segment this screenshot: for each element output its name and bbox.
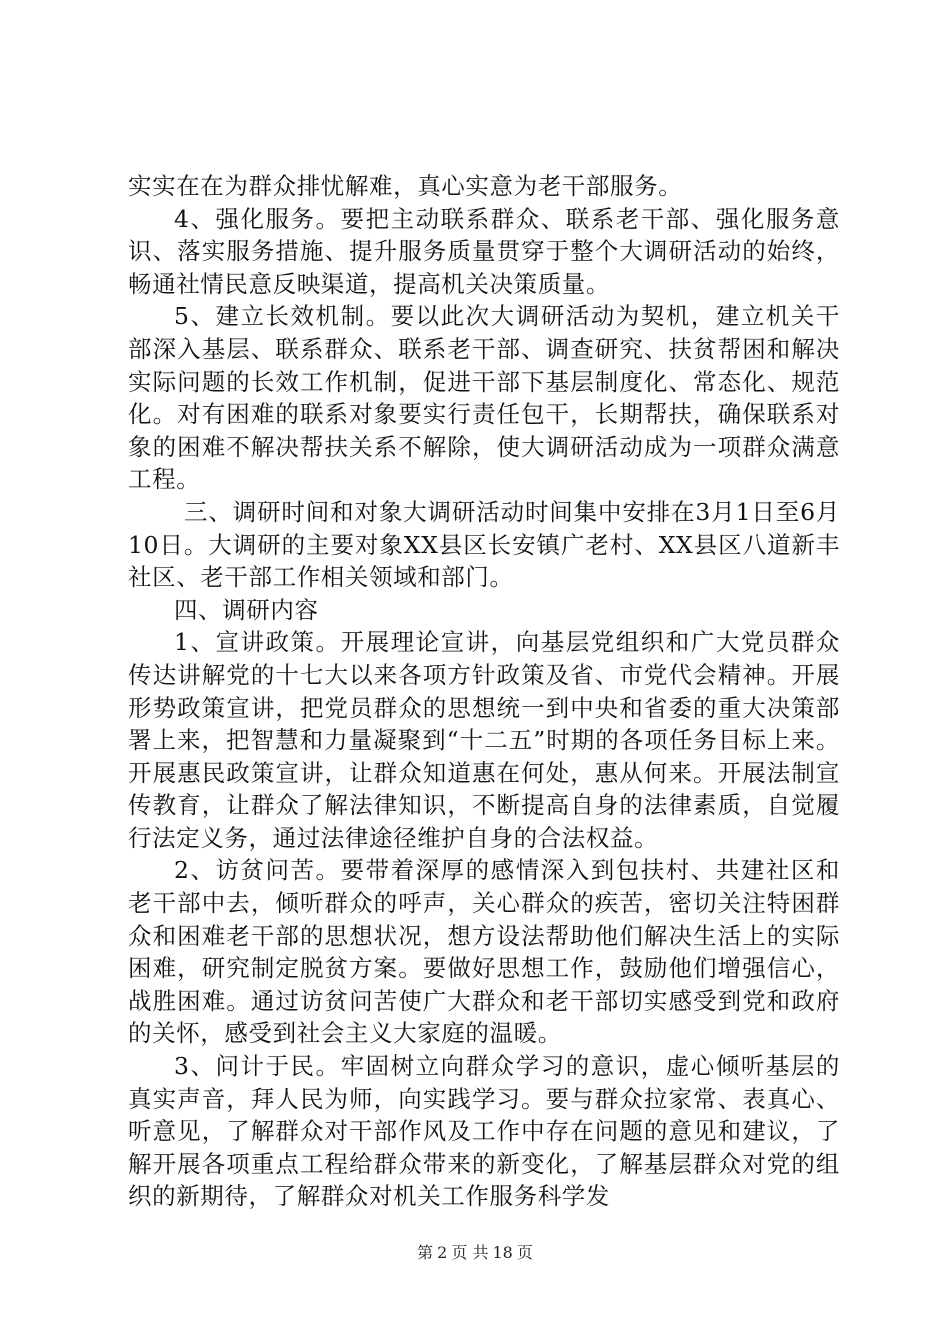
section-heading: 四、调研内容 <box>174 595 319 624</box>
paragraph-4: 三、调研时间和对象大调研活动时间集中安排在3月1日至6月10日。大调研的主要对象XX县区长安镇广老村、XX县区八道新丰社区、老干部工作相关领域和部门。 <box>128 497 840 592</box>
paragraph-7: 2、访贫问苦。要带着深厚的感情深入到包扶村、共建社区和老干部中去，倾听群众的呼声，关心群众的疾苦，密切关注特困群众和困难老干部的思想状况，想方设法帮助他们解决生活上的实际困难，研究制定脱贫方案。要做好思想工作，鼓励他们增强信心，战胜困难。通过访贫问苦使广大群众和老干部切实感受到党和政府的关怀，感受到社会主义大家庭的温暖。 <box>128 856 840 1048</box>
page-footer <box>0 1243 950 1263</box>
footer-mid: 页 共 <box>451 1243 489 1262</box>
paragraph-6: 1、宣讲政策。开展理论宣讲，向基层党组织和广大党员群众传达讲解党的十七大以来各项方针政策及省、市党代会精神。开展形势政策宣讲，把党员群众的思想统一到中央和省委的重大决策部署上来，把智慧和力量凝聚到“十二五”时期的各项任务目标上来。开展惠民政策宣讲，让群众知道惠在何处，惠从何来。开展法制宣传教育，让群众了解法律知识，不断提高自身的法律素质，自觉履行法定义务，通过法律途径维护自身的合法权益。 <box>128 628 840 852</box>
paragraph-8: 3、问计于民。牢固树立向群众学习的意识，虚心倾听基层的真实声音，拜人民为师，向实践学习。要与群众拉家常、表真心、听意见，了解群众对干部作风及工作中存在问题的意见和建议，了解开展各项重点工程给群众带来的新变化，了解基层群众对党的组织的新期待，了解群众对机关工作服务科学发 <box>128 1052 840 1211</box>
footer-prefix: 第 <box>417 1243 434 1262</box>
paragraph-2: 4、强化服务。要把主动联系群众、联系老干部、强化服务意识、落实服务措施、提升服务质量贯穿于整个大调研活动的始终，畅通社情民意反映渠道，提高机关决策质量。 <box>128 204 840 298</box>
paragraph-1: 实实在在为群众排忧解难，真心实意为老干部服务。 <box>128 172 683 200</box>
footer-page-current: 2 <box>437 1243 448 1262</box>
document-body <box>128 170 840 1213</box>
footer-suffix: 页 <box>516 1243 533 1262</box>
footer-page-total: 18 <box>492 1243 513 1262</box>
paragraph-3: 5、建立长效机制。要以此次大调研活动为契机，建立机关干部深入基层、联系群众、联系老干部、调查研究、扶贫帮困和解决实际问题的长效工作机制，促进干部下基层制度化、常态化、规范化。对有困难的联系对象要实行责任包干，长期帮扶，确保联系对象的困难不解决帮扶关系不解除，使大调研活动成为一项群众满意工程。 <box>128 302 840 494</box>
